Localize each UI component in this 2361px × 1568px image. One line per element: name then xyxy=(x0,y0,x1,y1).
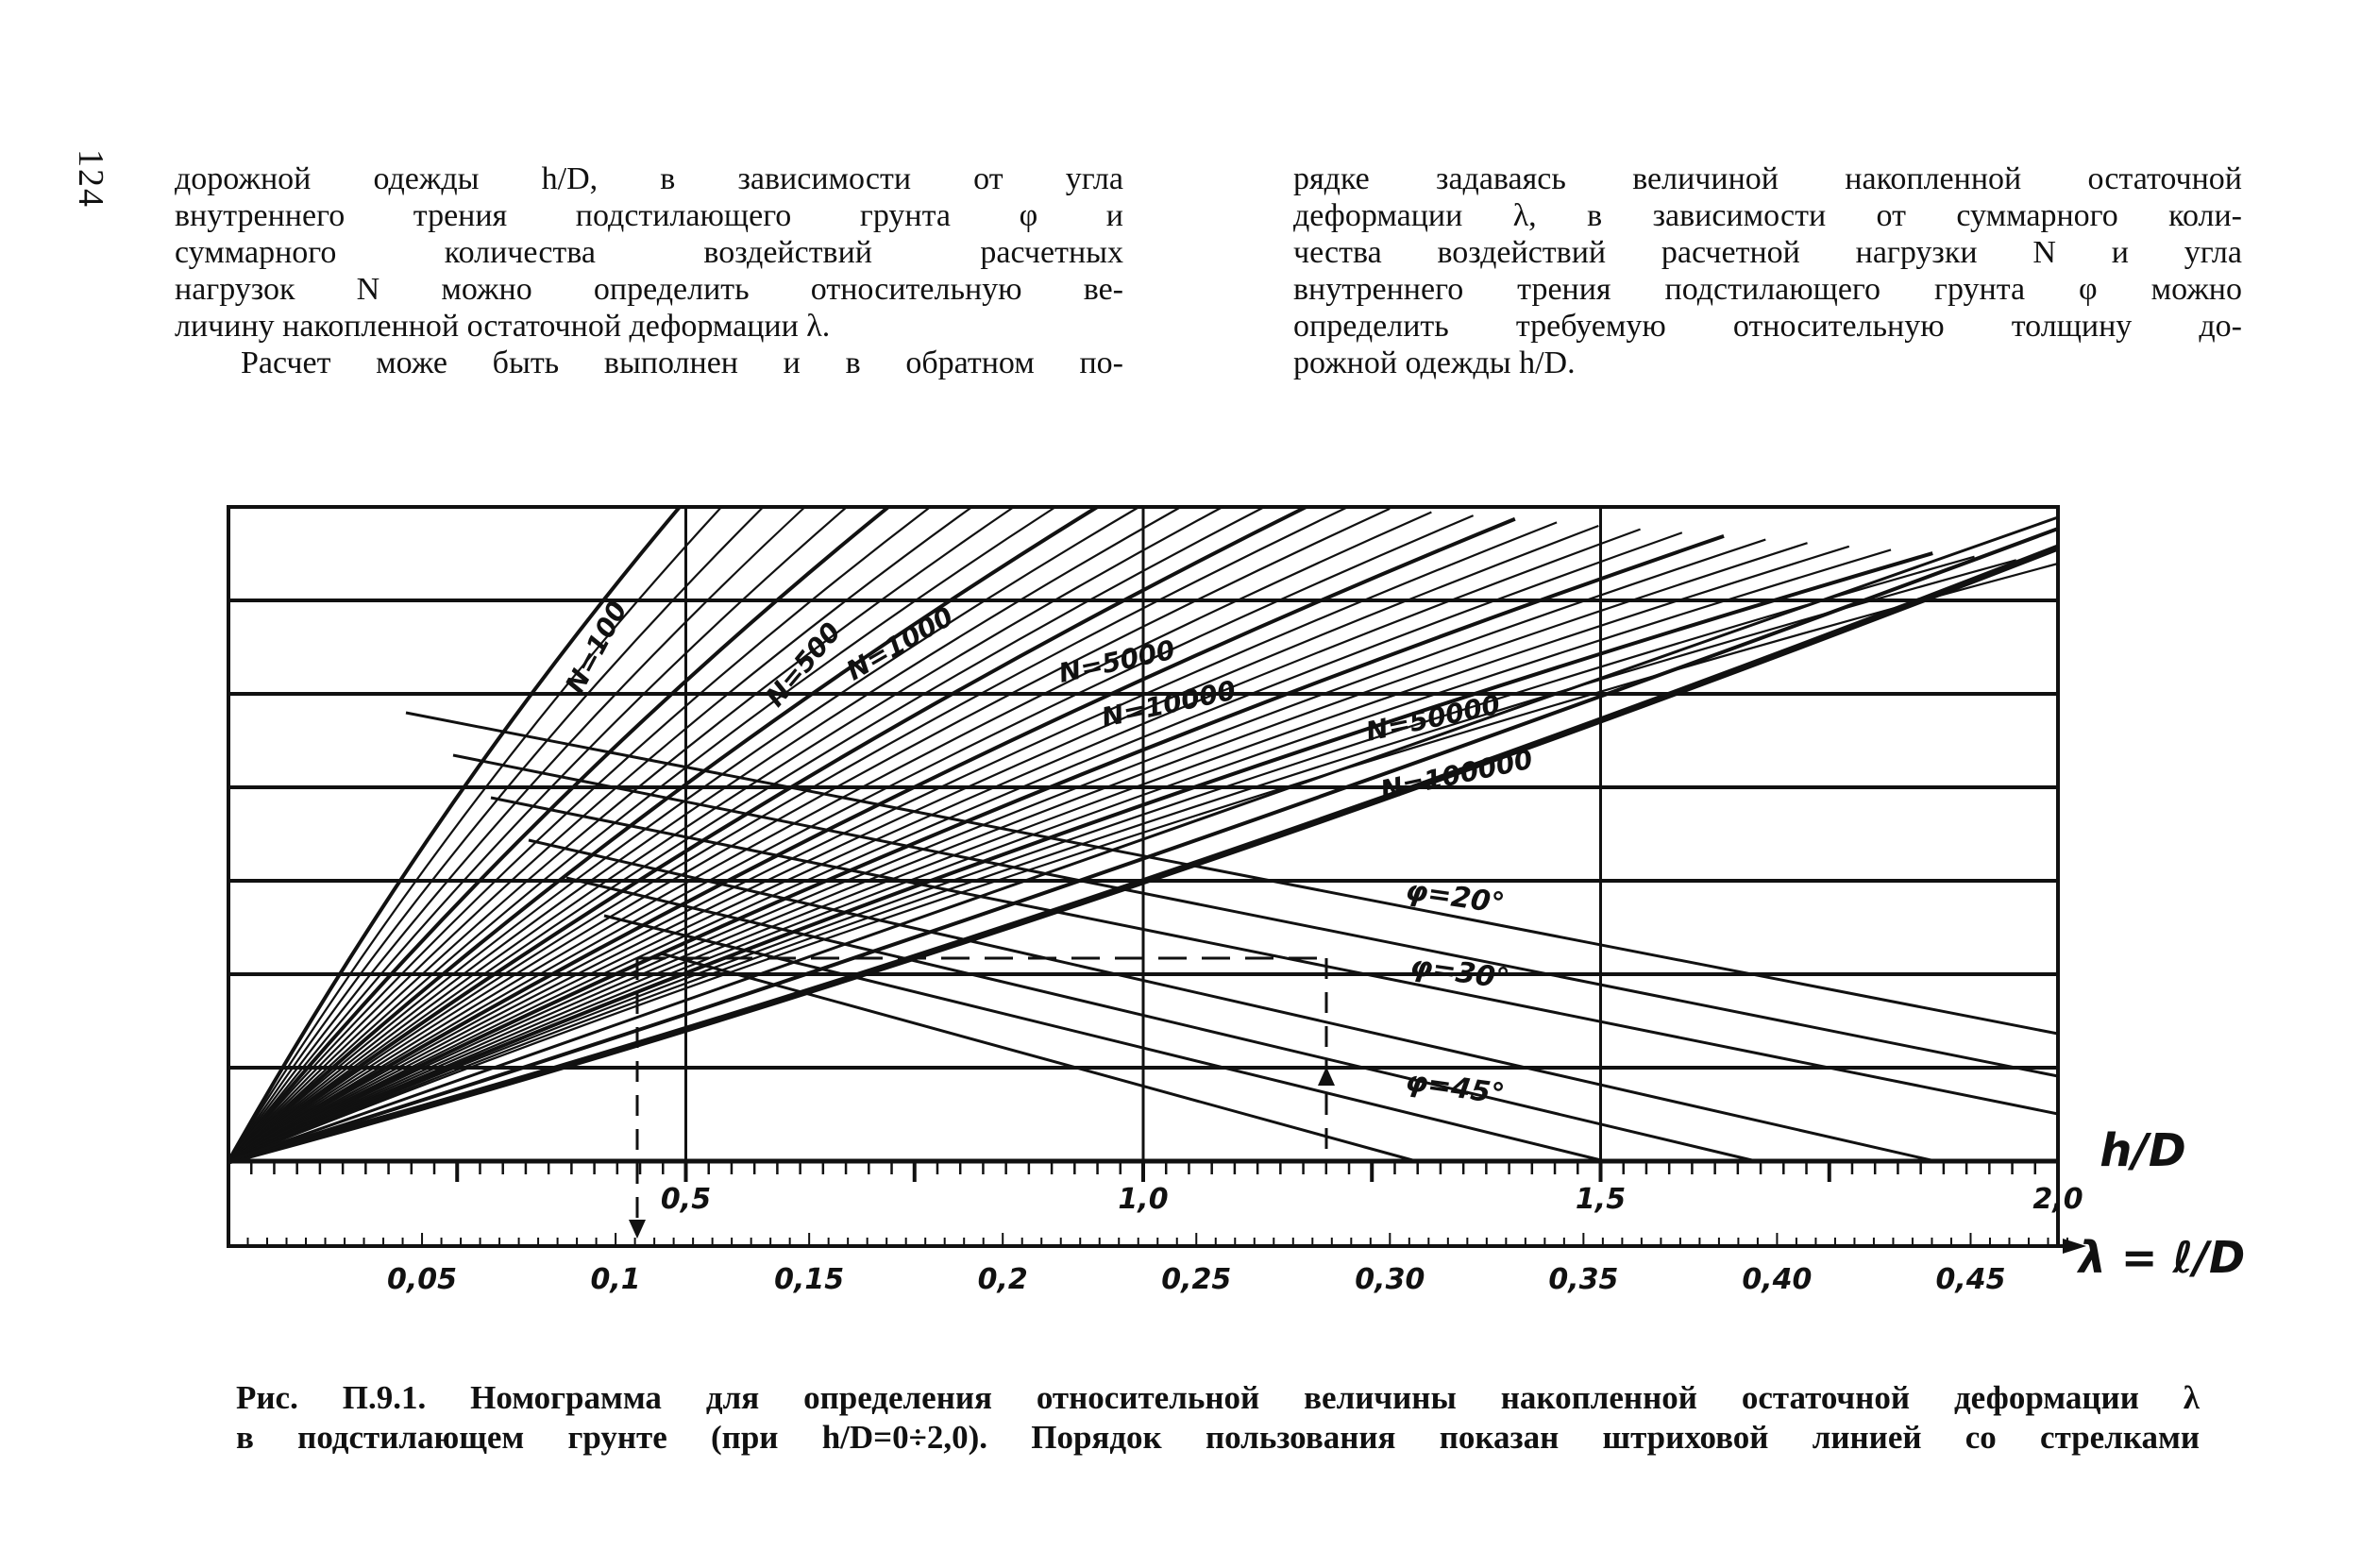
text-line: Расчет може быть выполнен и в обратном по- xyxy=(241,346,1123,380)
phi-line-label: φ=45° xyxy=(1403,1064,1507,1112)
phi-line xyxy=(604,916,1605,1161)
text-line: чества воздействий расчетной нагрузки N и угла xyxy=(1293,235,2242,270)
n-curve-label: N=50000 xyxy=(1363,688,1504,748)
n-curve-label: N=500 xyxy=(759,615,848,713)
n-curve-label: N=100000 xyxy=(1377,743,1536,806)
phi-line xyxy=(529,840,1935,1161)
text-line: нагрузок N можно определить относительную ве- xyxy=(175,272,1123,307)
n-curve-label: N=10000 xyxy=(1099,674,1240,733)
n-curve xyxy=(228,507,763,1161)
lambda-tick-label: 0,25 xyxy=(1161,1263,1232,1296)
text-line: рожной одежды h/D. xyxy=(1293,346,1576,380)
n-curve-label: N=5000 xyxy=(1055,633,1178,689)
h-over-d-tick-label: 0,5 xyxy=(660,1183,712,1216)
lambda-tick-label: 0,30 xyxy=(1355,1263,1425,1296)
lambda-tick-label: 0,40 xyxy=(1742,1263,1813,1296)
lambda-axis-label: λ = ℓ/D xyxy=(2078,1232,2246,1283)
lambda-tick-label: 0,2 xyxy=(977,1263,1028,1296)
lambda-tick-label: 0,05 xyxy=(387,1263,458,1296)
n-curve-label: N=1000 xyxy=(840,600,959,687)
figure-caption xyxy=(236,1378,2200,1458)
phi-line-label: φ=20° xyxy=(1403,873,1507,921)
caption-line-1: Рис. П.9.1. Номограмма для определения относительной величины накопленной остаточной деформации λ xyxy=(236,1379,2200,1416)
text-line: определить требуемую относительную толщину до- xyxy=(1293,309,2242,344)
text-line: внутреннего трения подстилающего грунта φ и xyxy=(175,198,1123,233)
phi-line-label: φ=30° xyxy=(1408,949,1511,997)
n-curve xyxy=(228,512,1431,1161)
h-over-d-tick-label: 2,0 xyxy=(2032,1183,2083,1216)
arrow-down-icon xyxy=(629,1220,646,1239)
text-line: внутреннего трения подстилающего грунта φ можно xyxy=(1293,272,2242,307)
h-over-d-tick-label: 1,5 xyxy=(1575,1183,1627,1216)
phi-line xyxy=(661,953,1416,1161)
caption-line-2: в подстилающем грунте (при h/D=0÷2,0). Порядок пользования показан штриховой линией со стрелками xyxy=(236,1419,2200,1456)
page-number: 124 xyxy=(71,149,110,209)
text-line: дорожной одежды h/D, в зависимости от угла xyxy=(175,161,1123,196)
lambda-tick-label: 0,45 xyxy=(1935,1263,2006,1296)
lambda-tick-label: 0,15 xyxy=(774,1263,845,1296)
text-line: суммарного количества воздействий расчетных xyxy=(175,235,1123,270)
nomogram-grid xyxy=(228,507,2058,1246)
text-line: рядке задаваясь величиной накопленной остаточной xyxy=(1293,161,2242,196)
n-curve xyxy=(228,507,1223,1161)
text-line: деформации λ, в зависимости от суммарного коли- xyxy=(1293,198,2242,233)
n-curve xyxy=(228,507,805,1161)
phi-line xyxy=(566,878,1756,1161)
n-curve-label: N=100 xyxy=(559,596,633,699)
lambda-tick-label: 0,1 xyxy=(590,1263,641,1296)
h-over-d-tick-label: 1,0 xyxy=(1118,1183,1169,1216)
lambda-tick-label: 0,35 xyxy=(1548,1263,1619,1296)
text-line: личину накопленной остаточной деформации λ. xyxy=(175,309,831,344)
h-over-d-axis-label: h/D xyxy=(2100,1124,2186,1177)
